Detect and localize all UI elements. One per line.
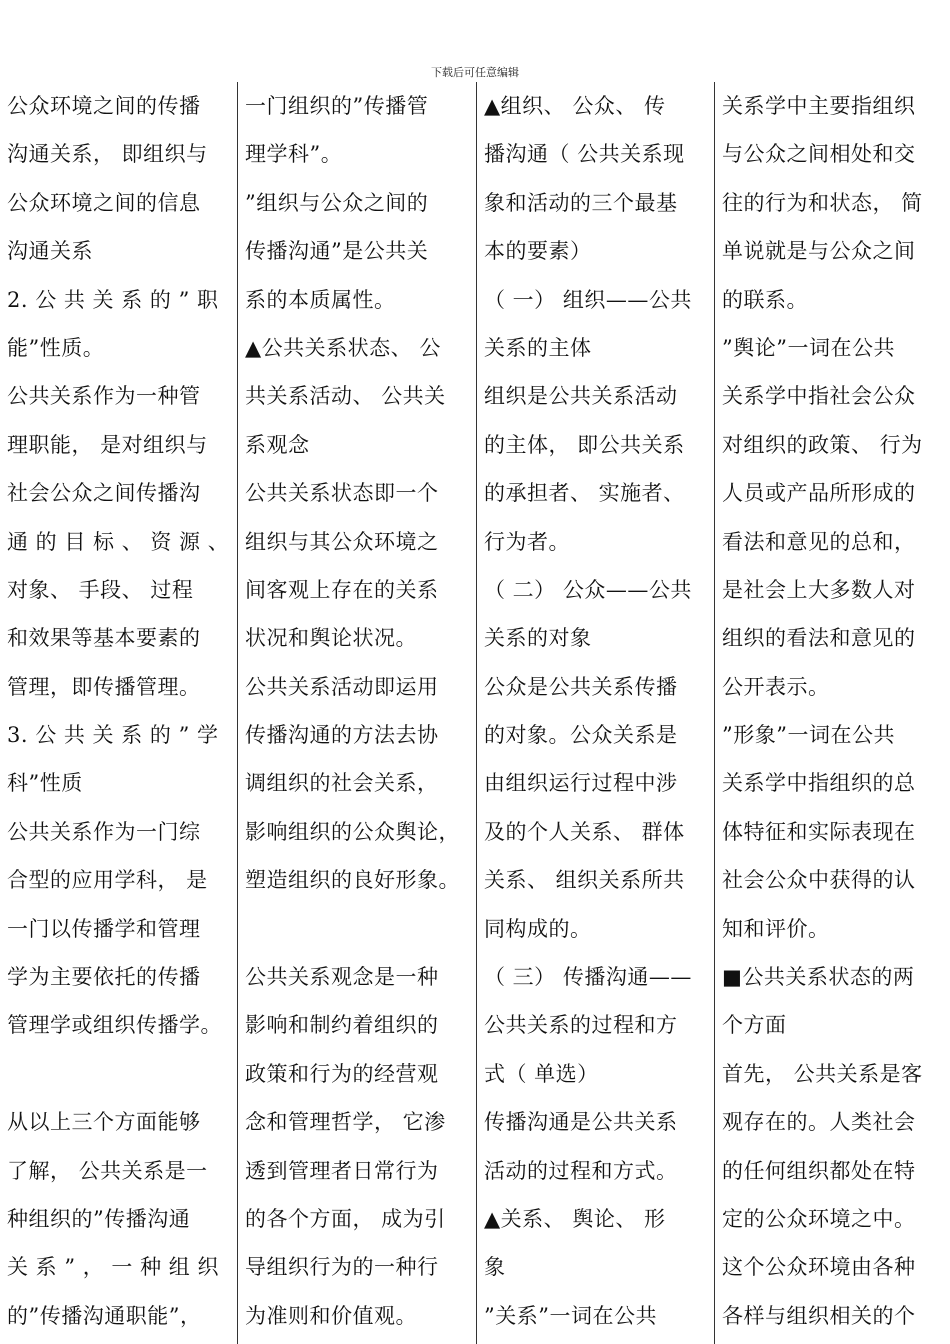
text-line: 合型的应用学科， 是 <box>7 868 208 893</box>
text-line: 是社会上大多数人对 <box>722 577 916 602</box>
text-line: 往的行为和状态， 简 <box>722 190 923 215</box>
text-line: 关系学中指组织的总 <box>722 771 916 796</box>
text-line: 观存在的。人类社会 <box>722 1110 916 1135</box>
text-line: 系的本质属性。 <box>245 287 396 312</box>
text-line: 管理学或组织传播学。 <box>7 1013 222 1038</box>
text-line: 关系学中主要指组织 <box>722 94 916 118</box>
text-line: 活动的过程和方式。 <box>484 1158 678 1183</box>
text-line: ▲组织、 公众、 传 <box>484 94 666 118</box>
text-line: ▲关系、 舆论、 形 <box>484 1206 666 1231</box>
text-line: 关系学中指社会公众 <box>722 384 916 409</box>
text-line: ”舆论”一词在公共 <box>722 335 895 360</box>
text-line: 对组织的政策、 行为 <box>722 432 923 457</box>
text-line: 系观念 <box>245 432 310 457</box>
text-line: 沟通关系， 即组织与 <box>7 142 208 167</box>
text-line: 一门以传播学和管理 <box>7 916 201 941</box>
text-line: 行为者。 <box>484 529 570 554</box>
text-line: 播沟通（ 公共关系现 <box>484 142 685 167</box>
text-line: 组织与其公众环境之 <box>245 529 439 554</box>
text-line: 种组织的”传播沟通 <box>7 1206 191 1231</box>
text-line: 象和活动的三个最基 <box>484 190 678 215</box>
text-line: ”关系”一词在公共 <box>484 1303 657 1328</box>
text-line: 公共关系状态即一个 <box>245 481 439 506</box>
text-line: 公众环境之间的信息 <box>7 190 201 215</box>
text-line: 科”性质 <box>7 771 83 796</box>
text-line: 公开表示。 <box>722 674 830 699</box>
text-line: 组织的看法和意见的 <box>722 626 916 651</box>
column-3 <box>484 82 713 1344</box>
text-line: 首先， 公共关系是客 <box>722 1061 923 1086</box>
text-line: 关系、 组织关系所共 <box>484 868 685 893</box>
text-line: 公共关系的过程和方 <box>484 1013 678 1038</box>
text-line: 间客观上存在的关系 <box>245 577 439 602</box>
text-line: ”组织与公众之间的 <box>245 190 429 215</box>
text-line: 知和评价。 <box>722 916 830 941</box>
text-line: 本的要素） <box>484 239 592 264</box>
text-line: 一门组织的”传播管 <box>245 94 429 118</box>
text-line: 的主体， 即公共关系 <box>484 432 685 457</box>
text-line: 组织是公共关系活动 <box>484 384 678 409</box>
text-line: 管理，即传播管理。 <box>7 674 201 699</box>
text-line: 的各个方面， 成为引 <box>245 1206 446 1231</box>
column-divider <box>237 82 238 1344</box>
text-line: 关系的对象 <box>484 626 592 651</box>
text-line: 通 的 目 标 、 资 源 、 <box>7 529 230 554</box>
text-line <box>7 1050 236 1098</box>
text-line: 对象、 手段、 过程 <box>7 577 194 602</box>
text-line: 的承担者、 实施者、 <box>484 481 685 506</box>
text-line: ■公共关系状态的两 <box>722 965 915 990</box>
text-line: 单说就是与公众之间 <box>722 239 916 264</box>
text-line: （ 一） 组织——公共 <box>484 287 692 312</box>
text-line: 传播沟通的方法去协 <box>245 723 439 748</box>
text-line: 的联系。 <box>722 287 808 312</box>
text-line: 这个公众环境由各种 <box>722 1255 916 1280</box>
text-line <box>245 905 474 953</box>
text-line: 从以上三个方面能够 <box>7 1110 201 1135</box>
text-line: 公众环境之间的传播 <box>7 94 201 118</box>
text-line: 象 <box>484 1255 506 1280</box>
text-line: 理职能， 是对组织与 <box>7 432 208 457</box>
text-line: 能”性质。 <box>7 335 105 360</box>
text-line: 与公众之间相处和交 <box>722 142 916 167</box>
text-line: 影响和制约着组织的 <box>245 1013 439 1038</box>
text-line: 共关系活动、 公共关 <box>245 384 446 409</box>
text-line: 公共关系作为一种管 <box>7 384 201 409</box>
text-line: 状况和舆论状况。 <box>245 626 417 651</box>
text-line: 了解， 公共关系是一 <box>7 1158 208 1183</box>
text-line: ▲公共关系状态、 公 <box>245 335 441 360</box>
text-line: ”形象”一词在公共 <box>722 723 895 748</box>
text-line: 公共关系活动即运用 <box>245 674 439 699</box>
text-line: 人员或产品所形成的 <box>722 481 916 506</box>
text-line: （ 二） 公众——公共 <box>484 577 692 602</box>
text-line: 定的公众环境之中。 <box>722 1206 916 1231</box>
text-line: 3. 公 共 关 系 的 ” 学 <box>7 723 219 748</box>
column-2 <box>245 82 474 1344</box>
column-divider <box>714 82 715 1344</box>
text-line: 各样与组织相关的个 <box>722 1303 916 1328</box>
text-line: 传播沟通”是公共关 <box>245 239 429 264</box>
text-line: 和效果等基本要素的 <box>7 626 201 651</box>
text-line: 公众是公共关系传播 <box>484 674 678 699</box>
text-line: 社会公众中获得的认 <box>722 868 916 893</box>
text-line: 式（ 单选） <box>484 1061 599 1086</box>
text-line: 的”传播沟通职能”， <box>7 1303 202 1328</box>
column-divider <box>476 82 477 1344</box>
text-line: 的对象。公众关系是 <box>484 723 678 748</box>
page-header: 下载后可任意编辑 <box>431 66 519 79</box>
column-1 <box>7 82 236 1344</box>
text-line: 透到管理者日常行为 <box>245 1158 439 1183</box>
text-line: 社会公众之间传播沟 <box>7 481 201 506</box>
text-line: 调组织的社会关系， <box>245 771 439 796</box>
text-line: 念和管理哲学， 它渗 <box>245 1110 446 1135</box>
text-line: 关系的主体 <box>484 335 592 360</box>
text-line: 公共关系观念是一种 <box>245 965 439 990</box>
text-line: 学为主要依托的传播 <box>7 965 201 990</box>
text-line: 2. 公 共 关 系 的 ” 职 <box>7 287 219 312</box>
text-line: 体特征和实际表现在 <box>722 819 916 844</box>
text-columns <box>0 82 950 1344</box>
text-line: 个方面 <box>722 1013 787 1038</box>
text-line: 沟通关系 <box>7 239 93 264</box>
text-line: 同构成的。 <box>484 916 592 941</box>
column-4 <box>722 82 950 1344</box>
text-line: 理学科”。 <box>245 142 343 167</box>
text-line: 为准则和价值观。 <box>245 1303 417 1328</box>
text-line: 的任何组织都处在特 <box>722 1158 916 1183</box>
text-line: 关 系 ” ， 一 种 组 织 <box>7 1255 219 1280</box>
text-line: 及的个人关系、 群体 <box>484 819 685 844</box>
text-line: 政策和行为的经营观 <box>245 1061 439 1086</box>
text-line: 看法和意见的总和， <box>722 529 916 554</box>
text-line: （ 三） 传播沟通—— <box>484 965 692 990</box>
text-line: 塑造组织的良好形象。 <box>245 868 460 893</box>
text-line: 导组织行为的一种行 <box>245 1255 439 1280</box>
text-line: 公共关系作为一门综 <box>7 819 201 844</box>
text-line: 由组织运行过程中涉 <box>484 771 678 796</box>
text-line: 传播沟通是公共关系 <box>484 1110 678 1135</box>
text-line: 影响组织的公众舆论， <box>245 819 460 844</box>
